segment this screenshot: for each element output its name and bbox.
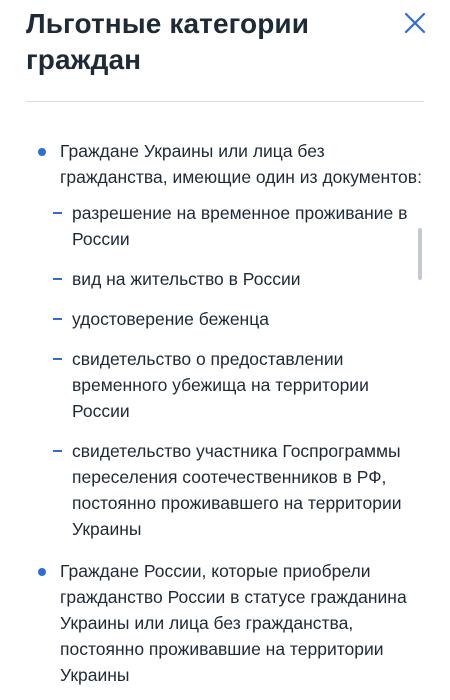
category-list xyxy=(0,138,450,688)
close-icon xyxy=(400,8,430,38)
bullet-icon xyxy=(38,568,46,576)
sublist-item-text: свидетельство участника Госпрограммы переселения соотечественников в РФ, постоянно проживавшего на территории Украины xyxy=(72,441,402,539)
sublist-item xyxy=(0,346,450,424)
sublist-item-text: удостоверение беженца xyxy=(72,309,269,329)
list-item xyxy=(0,558,450,688)
sublist-item-text: свидетельство о предоставлении временного убежища на территории России xyxy=(72,349,369,421)
sublist-item xyxy=(0,266,450,292)
list-item-text: Граждане Украины или лица без гражданства, имеющие один из документов: xyxy=(60,141,422,187)
close-button[interactable] xyxy=(400,8,430,38)
sublist-item-text: разрешение на временное проживание в России xyxy=(72,203,408,249)
list-item xyxy=(0,138,450,190)
dash-icon xyxy=(53,212,62,214)
content-scroll-area[interactable] xyxy=(0,102,450,700)
list-item-text: Граждане России, которые приобрели гражданство России в статусе гражданина Украины или лица без гражданства, постоянно проживавшие на территории Украины xyxy=(60,561,407,685)
dash-icon xyxy=(53,318,62,320)
sublist-item xyxy=(0,438,450,542)
bullet-icon xyxy=(38,148,46,156)
page-title: Льготные категории граждан xyxy=(26,8,310,75)
dash-icon xyxy=(53,450,62,452)
sheet-header xyxy=(26,6,386,78)
sublist-item xyxy=(0,200,450,252)
sublist-item-text: вид на жительство в России xyxy=(72,269,301,289)
dash-icon xyxy=(53,358,62,360)
dash-icon xyxy=(53,278,62,280)
sublist-item xyxy=(0,306,450,332)
document-sublist xyxy=(0,200,450,542)
